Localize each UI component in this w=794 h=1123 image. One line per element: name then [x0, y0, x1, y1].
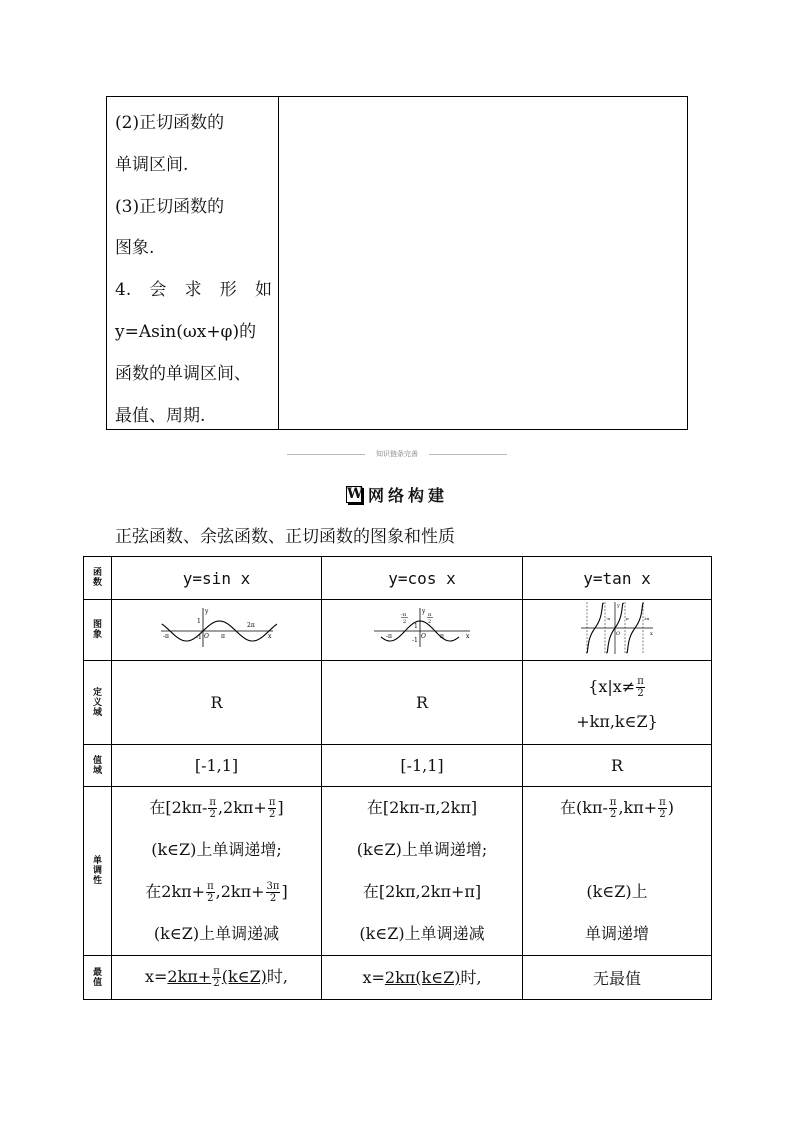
- row-label-range: 值 域: [84, 745, 112, 787]
- objective-word: 4.: [115, 280, 132, 301]
- sin-extreme: x=2kπ+ $\frac{\pi}{2}$ (k∈Z)时,: [112, 956, 322, 1000]
- svg-text:π: π: [440, 633, 444, 640]
- table-row: [84, 661, 712, 745]
- table-row: [84, 557, 712, 600]
- objective-line: (2)正切函数的: [115, 113, 225, 133]
- svg-text:-π: -π: [606, 616, 610, 621]
- tan-domain: {x|x≠ $\frac{\pi}{2}$ +kπ,k∈Z}: [523, 661, 712, 745]
- svg-text:π: π: [220, 633, 225, 640]
- sin-range: [-1,1]: [112, 745, 322, 787]
- objectives-table: [106, 96, 688, 430]
- row-label-graph: 图 象: [84, 600, 112, 661]
- row-label-domain: 定 义 域: [84, 661, 112, 745]
- svg-text:π: π: [428, 612, 432, 618]
- objective-word: 会: [149, 280, 167, 301]
- header-tan: y=tan x: [523, 557, 712, 600]
- cos-graph: [372, 605, 472, 651]
- objective-line: 函数的单调区间、: [115, 363, 251, 384]
- cos-domain: R: [322, 661, 523, 745]
- divider-text: 知识链条完善: [376, 450, 418, 458]
- table-row: [84, 745, 712, 787]
- objective-line: 最值、周期.: [115, 405, 206, 426]
- row-label-function: 函 数: [84, 557, 112, 600]
- svg-text:3π: 3π: [644, 616, 650, 621]
- tan-extreme: 无最值: [523, 956, 712, 1000]
- svg-text:y: y: [617, 603, 620, 609]
- objective-line: 图象.: [115, 238, 155, 259]
- tan-monotonicity: 在(kπ- $\frac{\pi}{2}$ ,kπ+ $\frac{\pi}{2}$ ) (k∈Z)上 单调递增: [523, 787, 712, 956]
- svg-text:2: 2: [428, 619, 432, 625]
- cos-graph-cell: [322, 600, 523, 661]
- svg-text:x: x: [466, 633, 470, 640]
- row-label-monotonicity: 单 调 性: [84, 787, 112, 956]
- objectives-left-cell: [107, 97, 279, 429]
- heading-text: 网络构建: [368, 485, 449, 505]
- svg-text:-1: -1: [412, 637, 418, 644]
- svg-text:x: x: [650, 631, 653, 637]
- objective-word: 形: [219, 280, 237, 301]
- cos-extreme: x=2kπ(k∈Z)时,: [322, 956, 523, 1000]
- table-row: [84, 787, 712, 956]
- svg-text:x: x: [267, 633, 271, 640]
- objective-word: 求: [184, 280, 202, 301]
- svg-text:-π: -π: [386, 633, 392, 640]
- svg-text:O: O: [421, 633, 426, 640]
- objective-line: 单调区间.: [115, 154, 189, 175]
- svg-text:-1: -1: [195, 634, 202, 641]
- svg-text:O: O: [616, 631, 621, 637]
- table-row: [84, 956, 712, 1000]
- table-row: [84, 600, 712, 661]
- svg-text:-π: -π: [401, 612, 406, 618]
- sin-domain: R: [112, 661, 322, 745]
- svg-text:y: y: [204, 608, 208, 615]
- objective-word: 如: [254, 280, 272, 301]
- header-cos: y=cos x: [322, 557, 523, 600]
- section-heading: [346, 484, 448, 504]
- objectives-right-cell: [279, 97, 687, 429]
- table-caption: 正弦函数、余弦函数、正切函数的图象和性质: [115, 527, 455, 547]
- w-logo-icon: W: [347, 485, 363, 502]
- header-sin: y=sin x: [112, 557, 322, 600]
- tan-range: R: [523, 745, 712, 787]
- svg-text:y: y: [422, 608, 426, 615]
- trig-properties-table: [83, 556, 712, 1000]
- svg-text:π: π: [626, 616, 629, 621]
- svg-text:2π: 2π: [246, 622, 255, 629]
- tan-graph: [579, 600, 655, 656]
- objective-line: y=Asin(ωx+φ)的: [115, 321, 257, 342]
- cos-monotonicity: 在[2kπ-π,2kπ] (k∈Z)上单调递增; 在[2kπ,2kπ+π] (k∈Z)上单调递减: [322, 787, 523, 956]
- cos-range: [-1,1]: [322, 745, 523, 787]
- svg-text:1: 1: [414, 623, 418, 630]
- svg-text:1: 1: [196, 618, 201, 625]
- tan-graph-cell: [523, 600, 712, 661]
- svg-text:2: 2: [403, 619, 407, 625]
- section-divider: [287, 450, 507, 458]
- divider-line: [429, 454, 507, 455]
- svg-text:O: O: [203, 633, 209, 640]
- sin-graph-cell: [112, 600, 322, 661]
- objective-line: (3)正切函数的: [115, 196, 225, 217]
- row-label-extreme: 最 值: [84, 956, 112, 1000]
- objective-line: [115, 270, 278, 312]
- svg-text:-π: -π: [162, 633, 169, 640]
- sin-monotonicity: 在[2kπ- $\frac{\pi}{2}$ ,2kπ+ $\frac{\pi}{2}$ ] (k∈Z)上单调递增; 在2kπ+ $\frac{\pi}{2}$ ,2kπ+ $\frac{3\pi}{2}$ ] (k∈Z)上单调递减: [112, 787, 322, 956]
- sin-graph: [157, 605, 277, 651]
